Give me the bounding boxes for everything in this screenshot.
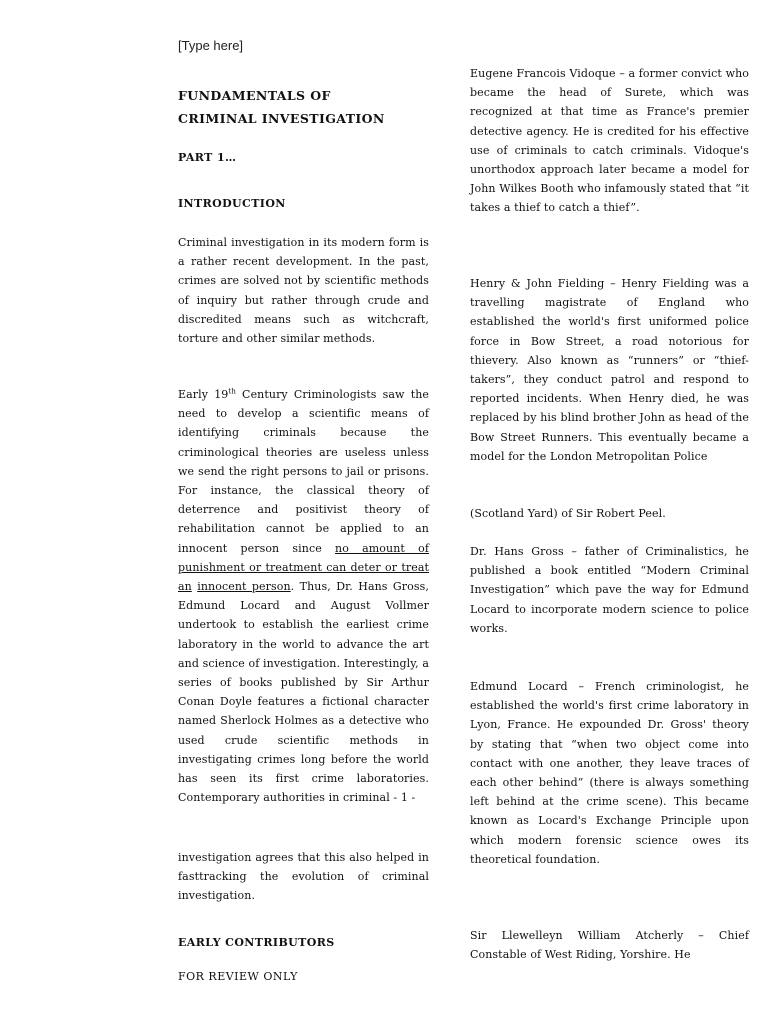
underlined-no-amount: no amount of (335, 541, 430, 555)
document-title-line-1: FUNDAMENTALS OF (178, 88, 331, 103)
document-title-line-2: CRIMINAL INVESTIGATION (178, 111, 385, 126)
paragraph-continuation: investigation agrees that this also helped in fasttracking the evolution of criminal investigation. (178, 851, 429, 903)
section-heading-early-contributors: EARLY CONTRIBUTORS (178, 936, 335, 949)
underlined-innocent-person: innocent person (197, 580, 291, 594)
page-header: [Type here] (178, 38, 244, 53)
text-century: Century Criminologists saw the need to develop a scientific means of identifying criminals because the criminological theories are useless unless we send the right persons to jail or prisons. For instance, the classical theory of deterrence and positivist theory of rehabilitation cannot be applied to an innocent person since (178, 388, 430, 555)
footer-review-notice: FOR REVIEW ONLY (178, 970, 298, 983)
text-thus: . Thus, Dr. Hans Gross, Edmund Locard and August Vollmer undertook to establish the earliest crime laboratory in the world to advance the art and science of investigation. Interestingly, a series of books published by Sir Arthur Conan Doyle features a fictional character named Sherlock Holmes as a detective who used crude scientific methods in investigating crimes long before the world has seen its first crime laboratories. Contemporary authorities in criminal - 1 - (178, 580, 429, 805)
part-label: PART 1… (178, 151, 237, 164)
paragraph-gross: Dr. Hans Gross – father of Criminalistics, he published a book entitled “Modern Criminal Investigation” which pave the way for Edmund Locard to incorporate modern science to police works. (470, 545, 749, 635)
paragraph-atcherly: Sir Llewelleyn William Atcherly – Chief Constable of West Riding, Yorshire. He (470, 929, 749, 962)
underlined-punishment: punishment or treatment can deter or treat an (178, 560, 429, 594)
paragraph-fielding-end: (Scotland Yard) of Sir Robert Peel. (470, 507, 666, 520)
paragraph-early-criminologists (178, 385, 429, 807)
section-heading-introduction: INTRODUCTION (178, 197, 286, 210)
paragraph-fielding: Henry & John Fielding – Henry Fielding was a travelling magistrate of England who established the world's first uniformed police force in Bow Street, a road notorious for thievery. Also known as “runners” or “thief-takers”, they conduct patrol and respond to reported incidents. When Henry died, he was replaced by his blind brother John as head of the Bow Street Runners. This eventually became a model for the London Metropolitan Police (470, 277, 749, 463)
paragraph-locard: Edmund Locard – French criminologist, he established the world's first crime laboratory in Lyon, France. He expounded Dr. Gross' theory by stating that “when two object come into contact with one another, they leave traces of each other behind” (there is always something left behind at the crime scene). This became known as Locard's Exchange Principle upon which modern forensic science owes its theoretical foundation. (470, 680, 749, 866)
intro-paragraph: Criminal investigation in its modern form is a rather recent development. In the past, crimes are solved not by scientific methods of inquiry but rather through crude and discredited means such as witchcraft, torture and other similar methods. (178, 236, 429, 346)
paragraph-vidoque: Eugene Francois Vidoque – a former convict who became the head of Surete, which was recognized at that time as France's premier detective agency. He is credited for his effective use of criminals to catch criminals. Vidoque's unorthodox approach later became a model for John Wilkes Booth who infamously stated that “it takes a thief to catch a thief”. (470, 67, 749, 215)
superscript-th: th (228, 387, 236, 396)
text-early-19: Early 19 (178, 388, 229, 401)
